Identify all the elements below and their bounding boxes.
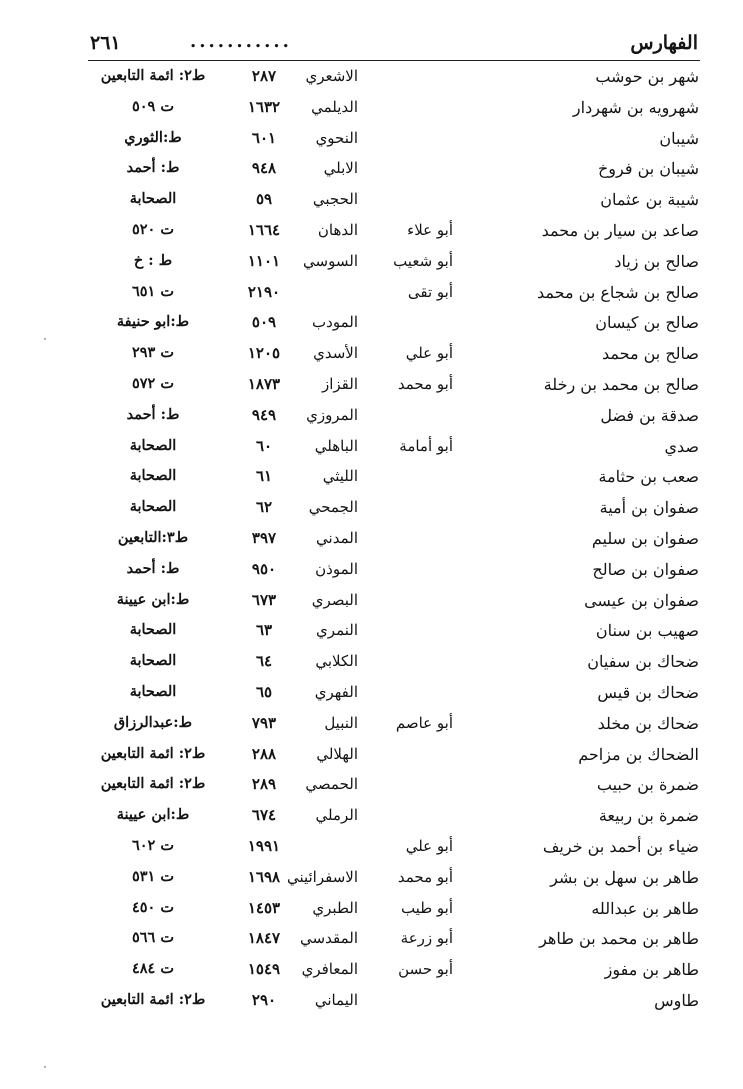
- entry-nisba: النبيل: [324, 713, 358, 732]
- entry-nisba: الجمحي: [308, 498, 358, 517]
- entry-nisba: الدهان: [317, 220, 358, 239]
- page-number: ٢٦١: [90, 32, 121, 54]
- index-table: [0, 62, 743, 1017]
- entry-number: ٥٩: [255, 190, 273, 209]
- entry-nisba: الموذن: [315, 559, 358, 578]
- page-header: [88, 30, 700, 61]
- index-row: [0, 339, 743, 370]
- index-row: [0, 154, 743, 185]
- entry-name: صالح بن شجاع بن محمد: [537, 282, 699, 302]
- entry-number: ٧٩٣: [251, 713, 277, 732]
- entry-nisba: المعافري: [301, 960, 358, 979]
- entry-name: طاهر بن سهل بن بشر: [550, 867, 699, 887]
- entry-name: صفوان بن سليم: [591, 528, 699, 548]
- index-row: [0, 986, 743, 1017]
- index-row: [0, 616, 743, 647]
- entry-reference: ت ٥٦٦: [131, 929, 175, 947]
- index-row: [0, 370, 743, 401]
- entry-name: الضحاك بن مزاحم: [578, 744, 699, 764]
- entry-reference: الصحابة: [129, 498, 177, 516]
- entry-name: ضمرة بن ربيعة: [598, 806, 699, 826]
- entry-number: ٦٥: [255, 682, 273, 701]
- entry-number: ١٦٦٤: [247, 220, 281, 239]
- entry-reference: الصحابة: [129, 436, 177, 454]
- entry-nisba: النمري: [316, 621, 358, 640]
- entry-reference: ط: أحمد: [126, 159, 180, 177]
- entry-reference: ط:عبدالرزاق: [113, 713, 193, 731]
- index-row: [0, 401, 743, 432]
- entry-nisba: الاشعري: [305, 67, 358, 85]
- entry-reference: ت ٦٠٢: [131, 836, 175, 854]
- header-leader-dots: ...........: [190, 31, 292, 52]
- entry-number: ٢٨٧: [251, 67, 277, 85]
- entry-reference: الصحابة: [129, 652, 177, 670]
- index-row: [0, 801, 743, 832]
- entry-nisba: الاسفرائيني: [286, 867, 358, 886]
- index-row: [0, 924, 743, 955]
- entry-nisba: الكلابي: [315, 652, 358, 671]
- entry-kunya: أبو محمد: [397, 867, 453, 886]
- entry-reference: ط:ابن عيينة: [116, 806, 190, 824]
- entry-nisba: الديلمي: [311, 97, 358, 116]
- entry-name: شهرويه بن شهردار: [572, 97, 699, 117]
- entry-number: ١٨٤٧: [247, 929, 281, 948]
- entry-number: ٩٤٩: [251, 405, 277, 424]
- index-row: [0, 586, 743, 617]
- entry-name: صالح بن محمد: [601, 344, 699, 364]
- index-row: [0, 62, 743, 93]
- entry-nisba: الرملي: [315, 806, 358, 825]
- entry-name: شيبان: [659, 128, 699, 148]
- entry-kunya: أبو حسن: [398, 960, 453, 979]
- entry-number: ٦٧٣: [251, 590, 277, 609]
- index-row: [0, 432, 743, 463]
- entry-number: ٦٢: [255, 498, 273, 517]
- entry-nisba: الباهلي: [314, 436, 358, 455]
- entry-name: طاهر بن مفوز: [604, 960, 699, 980]
- entry-kunya: أبو أمامة: [399, 436, 453, 455]
- entry-nisba: الهلالي: [316, 744, 358, 763]
- entry-reference: ت ٥٢٠: [131, 220, 175, 238]
- entry-number: ٢٨٨: [251, 744, 277, 763]
- entry-number: ٥٠٩: [251, 313, 277, 332]
- index-row: [0, 955, 743, 986]
- entry-reference: ط٢: ائمة التابعين: [100, 67, 206, 84]
- entry-number: ١٨٧٣: [247, 374, 281, 393]
- entry-number: ٦٧٤: [251, 806, 277, 825]
- index-row: [0, 832, 743, 863]
- entry-nisba: البصري: [311, 590, 358, 609]
- entry-number: ٢٩٠: [251, 990, 277, 1009]
- index-row: [0, 278, 743, 309]
- index-row: [0, 124, 743, 155]
- entry-number: ١٢٠٥: [247, 344, 281, 363]
- entry-reference: ط:ابو حنيفة: [116, 313, 190, 331]
- entry-nisba: الليثي: [322, 467, 358, 486]
- entry-name: صدقة بن فضل: [600, 405, 699, 425]
- entry-name: ضحاك بن قيس: [597, 682, 699, 702]
- entry-number: ٣٩٧: [251, 528, 277, 547]
- entry-name: طاهر بن عبدالله: [591, 898, 699, 918]
- index-row: [0, 247, 743, 278]
- entry-number: ٩٥٠: [251, 559, 277, 578]
- entry-name: ضحاك بن مخلد: [597, 713, 699, 733]
- index-row: [0, 555, 743, 586]
- index-row: [0, 678, 743, 709]
- entry-name: ضمرة بن حبيب: [596, 775, 699, 795]
- entry-number: ٢١٩٠: [247, 282, 281, 301]
- entry-name: ضحاك بن سفيان: [587, 652, 699, 672]
- index-row: [0, 740, 743, 771]
- entry-reference: ت ٥٧٢: [131, 374, 175, 392]
- entry-reference: ط : خ: [133, 251, 173, 269]
- entry-name: صالح بن زياد: [614, 251, 699, 271]
- entry-nisba: الابلي: [323, 159, 358, 178]
- entry-name: ضياء بن أحمد بن خريف: [542, 836, 699, 856]
- entry-kunya: أبو تقى: [407, 282, 453, 301]
- entry-kunya: أبو علاء: [407, 220, 453, 239]
- entry-kunya: أبو علي: [405, 344, 453, 363]
- entry-nisba: الطبري: [312, 898, 358, 917]
- entry-nisba: القزاز: [321, 374, 358, 393]
- entry-kunya: أبو علي: [405, 836, 453, 855]
- entry-number: ٦٠١: [251, 128, 277, 147]
- entry-number: ٦٤: [255, 652, 273, 671]
- entry-kunya: أبو عاصم: [395, 713, 453, 732]
- entry-number: ١١٠١: [247, 251, 281, 270]
- entry-name: صالح بن كيسان: [595, 313, 699, 333]
- scan-speck: [44, 1066, 46, 1068]
- index-row: [0, 647, 743, 678]
- entry-reference: ط: أحمد: [126, 559, 180, 577]
- entry-reference: ت ٥٣١: [131, 867, 175, 885]
- index-row: [0, 216, 743, 247]
- index-row: [0, 770, 743, 801]
- entry-nisba: الفهري: [314, 682, 358, 701]
- entry-nisba: الحجبي: [312, 190, 358, 209]
- entry-name: صدي: [664, 436, 699, 456]
- index-row: [0, 462, 743, 493]
- scan-speck: [44, 338, 46, 340]
- entry-reference: ت ٤٨٤: [131, 960, 175, 978]
- entry-reference: ت ٢٩٣: [131, 344, 175, 362]
- entry-nisba: المودب: [312, 313, 358, 332]
- entry-number: ١٦٩٨: [247, 867, 281, 886]
- entry-name: صالح بن محمد بن رخلة: [543, 374, 699, 394]
- entry-name: صفوان بن صالح: [592, 559, 699, 579]
- entry-kunya: أبو محمد: [397, 374, 453, 393]
- entry-name: صفوان بن عيسى: [584, 590, 699, 610]
- index-row: [0, 185, 743, 216]
- entry-name: شهر بن حوشب: [595, 67, 699, 86]
- entry-nisba: النحوي: [315, 128, 358, 147]
- entry-number: ٢٨٩: [251, 775, 277, 794]
- entry-number: ٩٤٨: [251, 159, 277, 178]
- entry-reference: ط٢: ائمة التابعين: [100, 990, 206, 1008]
- entry-reference: الصحابة: [129, 621, 177, 639]
- entry-nisba: المروزي: [306, 405, 358, 424]
- entry-number: ١٦٣٢: [247, 97, 281, 116]
- entry-reference: ط:ابن عيينة: [116, 590, 190, 608]
- entry-number: ٦٣: [255, 621, 273, 640]
- entry-kunya: أبو زرعة: [400, 929, 453, 948]
- page-title: الفهارس: [630, 32, 698, 54]
- entry-kunya: أبو شعيب: [393, 251, 453, 270]
- entry-reference: ط٢: ائمة التابعين: [100, 775, 206, 793]
- entry-name: صاعد بن سيار بن محمد: [541, 220, 699, 240]
- entry-number: ١٥٤٩: [247, 960, 281, 979]
- entry-number: ١٩٩١: [247, 836, 281, 855]
- entry-reference: ط٢: ائمة التابعين: [100, 744, 206, 762]
- index-row: [0, 894, 743, 925]
- entry-reference: ط٣:التابعين: [117, 528, 189, 546]
- entry-nisba: السوسي: [303, 251, 358, 270]
- entry-nisba: اليماني: [314, 990, 358, 1009]
- entry-number: ٦١: [255, 467, 273, 486]
- entry-reference: ط: أحمد: [126, 405, 180, 423]
- entry-reference: الصحابة: [129, 190, 177, 208]
- index-row: [0, 863, 743, 894]
- entry-name: طاوس: [654, 990, 699, 1010]
- entry-nisba: المقدسي: [300, 929, 358, 948]
- entry-reference: ت ٥٠٩: [131, 97, 175, 115]
- entry-nisba: الحمصي: [305, 775, 358, 794]
- entry-name: صفوان بن أمية: [599, 498, 699, 518]
- entry-name: شيبان بن فروخ: [597, 159, 699, 179]
- entry-name: طاهر بن محمد بن طاهر: [539, 929, 699, 949]
- entry-name: صعب بن حثامة: [598, 467, 699, 487]
- entry-kunya: أبو طيب: [400, 898, 453, 917]
- entry-name: شيبة بن عثمان: [600, 190, 699, 210]
- entry-reference: ت ٦٥١: [131, 282, 175, 300]
- index-row: [0, 709, 743, 740]
- entry-nisba: المدني: [316, 528, 358, 547]
- entry-reference: الصحابة: [129, 682, 177, 700]
- entry-reference: الصحابة: [129, 467, 177, 485]
- entry-number: ٦٠: [255, 436, 273, 455]
- entry-nisba: الأسدي: [313, 344, 358, 363]
- entry-reference: ط:الثوري: [124, 128, 182, 146]
- entry-name: صهيب بن سنان: [595, 621, 699, 641]
- index-row: [0, 93, 743, 124]
- index-row: [0, 524, 743, 555]
- index-row: [0, 493, 743, 524]
- entry-number: ١٤٥٣: [247, 898, 281, 917]
- entry-reference: ت ٤٥٠: [131, 898, 175, 916]
- index-row: [0, 308, 743, 339]
